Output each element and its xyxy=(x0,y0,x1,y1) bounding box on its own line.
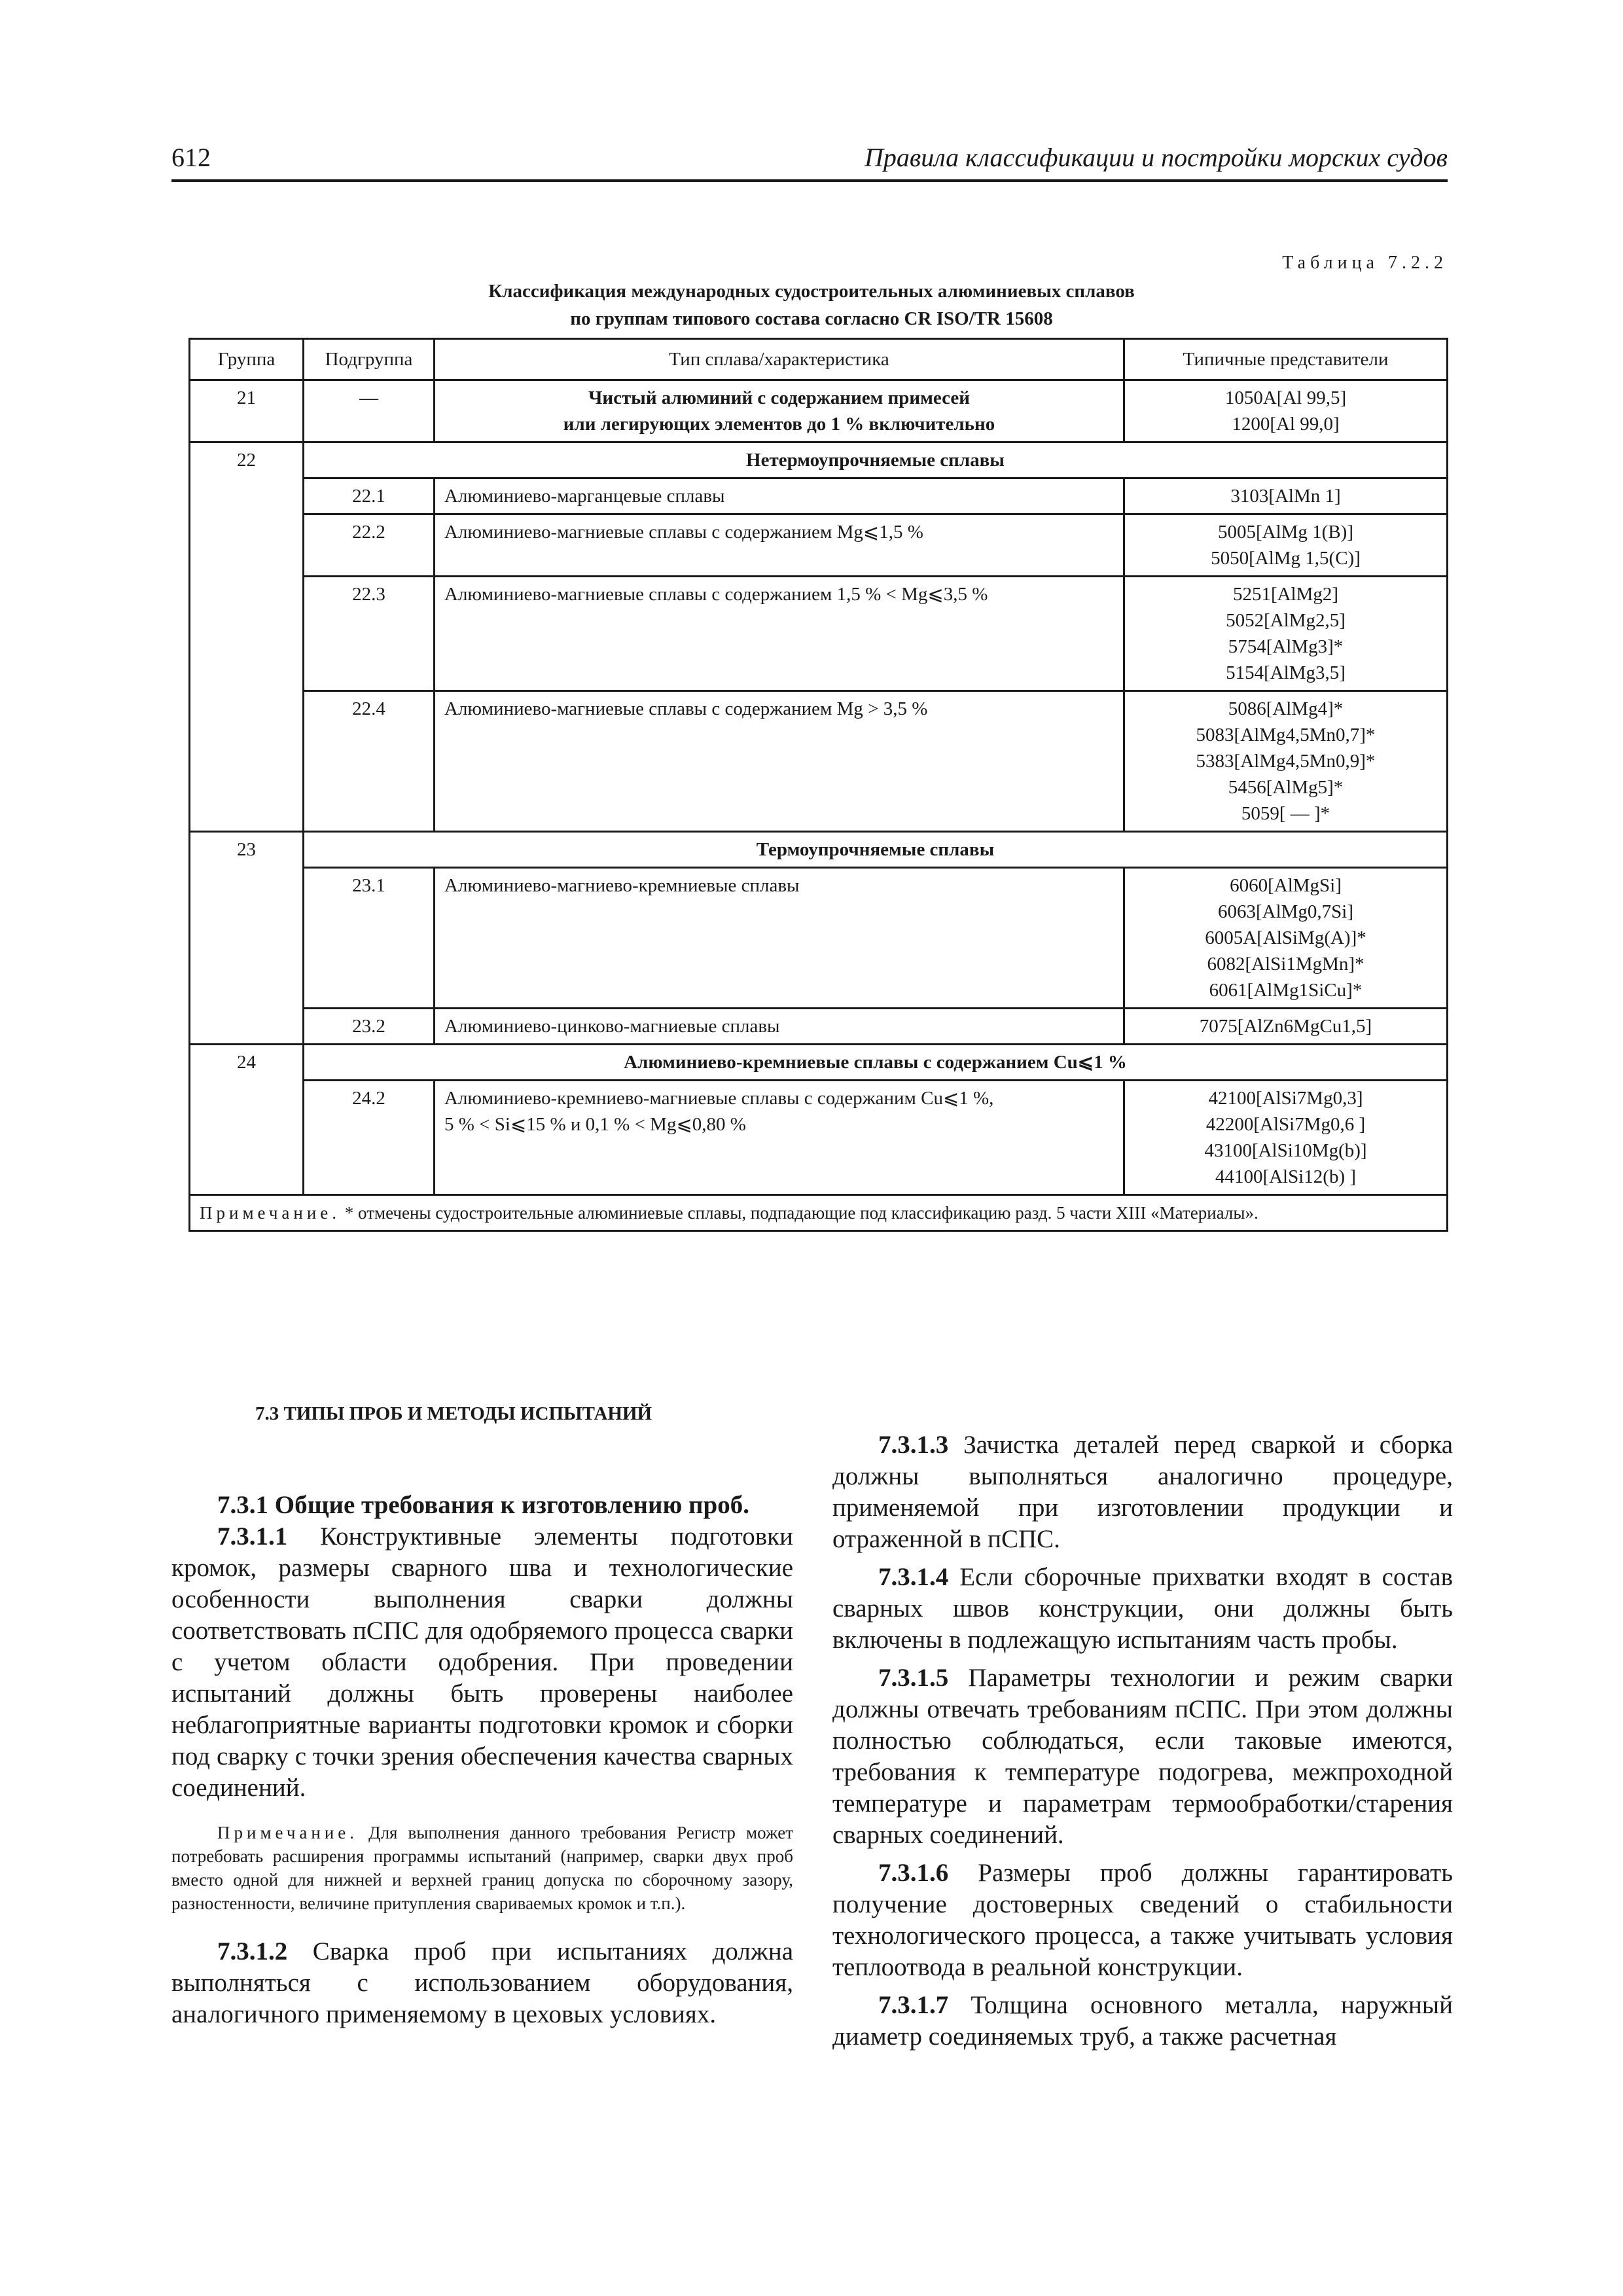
representatives-cell xyxy=(1124,868,1448,1009)
subgroup-cell: 24.2 xyxy=(304,1081,435,1195)
type-cell: Алюминиево-магниево-кремниевые сплавы xyxy=(435,868,1124,1009)
note-label: Примечание. xyxy=(217,1823,359,1842)
representatives-cell xyxy=(1124,380,1448,442)
alloy-rep: 6082[AlSi1MgMn]* xyxy=(1207,954,1364,975)
alloy-rep: 1050A[Al 99,5] xyxy=(1224,387,1347,408)
column-header-representatives: Типичные представители xyxy=(1124,339,1448,380)
subgroup-cell: 23.1 xyxy=(304,868,435,1009)
representatives-cell xyxy=(1124,1009,1448,1045)
group-title-cell: Алюминиево-кремниевые сплавы с содержанием Cu⩽1 % xyxy=(304,1045,1448,1081)
type-line: или легирующих элементов до 1 % включительно xyxy=(563,414,995,435)
table-row xyxy=(190,577,1448,691)
subgroup-cell: 22.4 xyxy=(304,691,435,832)
type-cell xyxy=(435,380,1124,442)
alloy-rep: 5456[AlMg5]* xyxy=(1228,777,1344,798)
type-cell: Алюминиево-магниевые сплавы с содержанием Mg⩽1,5 % xyxy=(435,514,1124,577)
paragraph-7-3-1-1 xyxy=(171,1521,793,1804)
paragraph-text: Конструктивные элементы подготовки кромок, размеры сварного шва и технологические особенности выполнения сварки должны соответствовать пСПС для одобряемого процесса сварки с учетом области одобрения. При проведении испытаний должны быть проверены наиболее неблагоприятные варианты подготовки кромок и сборки под сварку с точки зрения обеспечения качества сварных соединений. xyxy=(171,1522,793,1802)
paragraph-number: 7.3.1.3 xyxy=(878,1431,949,1459)
table-row xyxy=(190,380,1448,442)
table-note-row xyxy=(190,1195,1448,1231)
group-cell: 23 xyxy=(190,832,304,1045)
table-row xyxy=(190,478,1448,514)
group-cell: 22 xyxy=(190,442,304,832)
table-row xyxy=(190,691,1448,832)
table-row xyxy=(190,514,1448,577)
table-note xyxy=(190,1195,1448,1231)
alloy-rep: 5083[AlMg4,5Mn0,7]* xyxy=(1196,725,1376,745)
alloy-rep: 44100[AlSi12(b) ] xyxy=(1215,1166,1357,1187)
group-cell: 24 xyxy=(190,1045,304,1195)
alloy-classification-table xyxy=(188,338,1448,1232)
alloy-rep: 5383[AlMg4,5Mn0,9]* xyxy=(1196,751,1376,772)
column-header-subgroup: Подгруппа xyxy=(304,339,435,380)
representatives-cell xyxy=(1124,577,1448,691)
note-text: * отмечены судостроительные алюминиевые сплавы, подпадающие под классификацию разд. 5 части XIII «Материалы». xyxy=(340,1203,1258,1223)
paragraph-number: 7.3.1.2 xyxy=(217,1937,288,1965)
alloy-rep: 5154[AlMg3,5] xyxy=(1226,662,1346,683)
note-label: Примечание. xyxy=(200,1203,341,1223)
table-row xyxy=(190,832,1448,868)
group-title-cell: Термоупрочняемые сплавы xyxy=(304,832,1448,868)
alloy-rep: 5086[AlMg4]* xyxy=(1228,698,1344,719)
group-title-cell: Нетермоупрочняемые сплавы xyxy=(304,442,1448,478)
table-row xyxy=(190,1081,1448,1195)
page-number: 612 xyxy=(171,143,211,172)
table-row xyxy=(190,868,1448,1009)
paragraph-number: 7.3.1.1 xyxy=(217,1522,288,1551)
alloy-rep: 6060[AlMgSi] xyxy=(1230,875,1342,896)
representatives-cell xyxy=(1124,478,1448,514)
type-line: Алюминиево-кремниево-магниевые сплавы с содержаним Cu⩽1 %, xyxy=(444,1088,994,1109)
type-line: Чистый алюминий с содержанием примесей xyxy=(588,387,970,408)
alloy-rep: 6061[AlMg1SiCu]* xyxy=(1209,980,1363,1001)
alloy-rep: 6063[AlMg0,7Si] xyxy=(1217,901,1354,922)
right-column xyxy=(832,1429,1453,2053)
subgroup-cell: — xyxy=(304,380,435,442)
paragraph-7-3-1-3 xyxy=(832,1429,1453,1555)
alloy-rep: 1200[Al 99,0] xyxy=(1232,414,1340,435)
alloy-rep: 5754[AlMg3]* xyxy=(1228,636,1344,657)
group-cell: 21 xyxy=(190,380,304,442)
subgroup-cell: 22.1 xyxy=(304,478,435,514)
type-cell xyxy=(435,1081,1124,1195)
type-cell: Алюминиево-цинково-магниевые сплавы xyxy=(435,1009,1124,1045)
alloy-rep: 3103[AlMn 1] xyxy=(1230,486,1341,507)
paragraph-text: Если сборочные прихватки входят в состав сварных швов конструкции, они должны быть включены в подлежащую испытаниям часть пробы. xyxy=(832,1563,1453,1654)
section-heading: 7.3 ТИПЫ ПРОБ И МЕТОДЫ ИСПЫТАНИЙ xyxy=(255,1403,652,1424)
type-cell: Алюминиево-магниевые сплавы с содержанием 1,5 % < Mg⩽3,5 % xyxy=(435,577,1124,691)
table-header-row xyxy=(190,339,1448,380)
note-text: Для выполнения данного требования Регистр может потребовать расширения программы испытаний (например, сварки двух проб вместо одной для нижней и верхней границ допуска по сборочному зазору, разностенности, величине притупления свариваемых кромок и т.п.). xyxy=(171,1823,793,1913)
paragraph-7-3-1-4 xyxy=(832,1562,1453,1656)
paragraph-7-3-1-2 xyxy=(171,1936,793,2030)
paragraph-number: 7.3.1.4 xyxy=(878,1563,949,1591)
alloy-rep: 5050[AlMg 1,5(C)] xyxy=(1211,548,1361,569)
paragraph-text: Толщина основного металла, наружный диаметр соединяемых труб, а также расчетная xyxy=(832,1991,1453,2051)
table-row xyxy=(190,1045,1448,1081)
table-caption xyxy=(190,278,1433,332)
paragraph-7-3-1-5 xyxy=(832,1662,1453,1851)
subgroup-cell: 22.3 xyxy=(304,577,435,691)
type-cell: Алюминиево-марганцевые сплавы xyxy=(435,478,1124,514)
paragraph-text: Размеры проб должны гарантировать получение достоверных сведений о стабильности технологического процесса, а также учитывать условия теплоотвода в реальной конструкции. xyxy=(832,1859,1453,1981)
paragraph-text: Параметры технологии и режим сварки должны отвечать требованиям пСПС. При этом должны полностью соблюдаться, если таковые имеются, требования к температуре подогрева, межпроходной температуре и параметрам термообработки/старения сварных соединений. xyxy=(832,1664,1453,1849)
table-caption-line: по группам типового состава согласно CR ISO/TR 15608 xyxy=(570,308,1053,329)
subsection-heading: 7.3.1 Общие требования к изготовлению проб. xyxy=(217,1491,749,1519)
paragraph-number: 7.3.1.5 xyxy=(878,1664,949,1692)
page-header xyxy=(171,143,1448,182)
type-cell: Алюминиево-магниевые сплавы с содержанием Mg > 3,5 % xyxy=(435,691,1124,832)
paragraph-number: 7.3.1.7 xyxy=(878,1991,949,2019)
table-row xyxy=(190,442,1448,478)
representatives-cell xyxy=(1124,1081,1448,1195)
alloy-rep: 6005A[AlSiMg(A)]* xyxy=(1205,927,1366,948)
paragraph-7-3-1-7 xyxy=(832,1990,1453,2053)
table-caption-line: Классификация международных судостроительных алюминиевых сплавов xyxy=(488,281,1135,302)
running-title: Правила классификации и постройки морских судов xyxy=(864,143,1448,172)
alloy-rep: 5059[ — ]* xyxy=(1241,803,1330,824)
alloy-rep: 7075[AlZn6MgCu1,5] xyxy=(1199,1016,1372,1037)
left-column xyxy=(171,1401,793,2030)
alloy-rep: 5251[AlMg2] xyxy=(1232,584,1339,605)
column-header-type: Тип сплава/характеристика xyxy=(435,339,1124,380)
alloy-rep: 5052[AlMg2,5] xyxy=(1226,610,1346,631)
paragraph-number: 7.3.1.6 xyxy=(878,1859,949,1887)
representatives-cell xyxy=(1124,514,1448,577)
column-header-group: Группа xyxy=(190,339,304,380)
paragraph-text: Сварка проб при испытаниях должна выполняться с использованием оборудования, аналогичного применяемому в цеховых условиях. xyxy=(171,1937,793,2028)
alloy-rep: 42100[AlSi7Mg0,3] xyxy=(1208,1088,1363,1109)
table-row xyxy=(190,1009,1448,1045)
alloy-rep: 42200[AlSi7Mg0,6 ] xyxy=(1205,1114,1366,1135)
alloy-rep: 5005[AlMg 1(B)] xyxy=(1217,522,1353,543)
type-line: 5 % < Si⩽15 % и 0,1 % < Mg⩽0,80 % xyxy=(444,1114,746,1135)
subgroup-cell: 22.2 xyxy=(304,514,435,577)
note-paragraph xyxy=(171,1821,793,1915)
table-label: Таблица 7.2.2 xyxy=(1282,253,1448,273)
subgroup-cell: 23.2 xyxy=(304,1009,435,1045)
representatives-cell xyxy=(1124,691,1448,832)
paragraph-7-3-1-6 xyxy=(832,1857,1453,1983)
alloy-rep: 43100[AlSi10Mg(b)] xyxy=(1204,1140,1367,1161)
paragraph-text: Зачистка деталей перед сваркой и сборка должны выполняться аналогично процедуре, применяемой при изготовлении продукции и отраженной в пСПС. xyxy=(832,1431,1453,1553)
